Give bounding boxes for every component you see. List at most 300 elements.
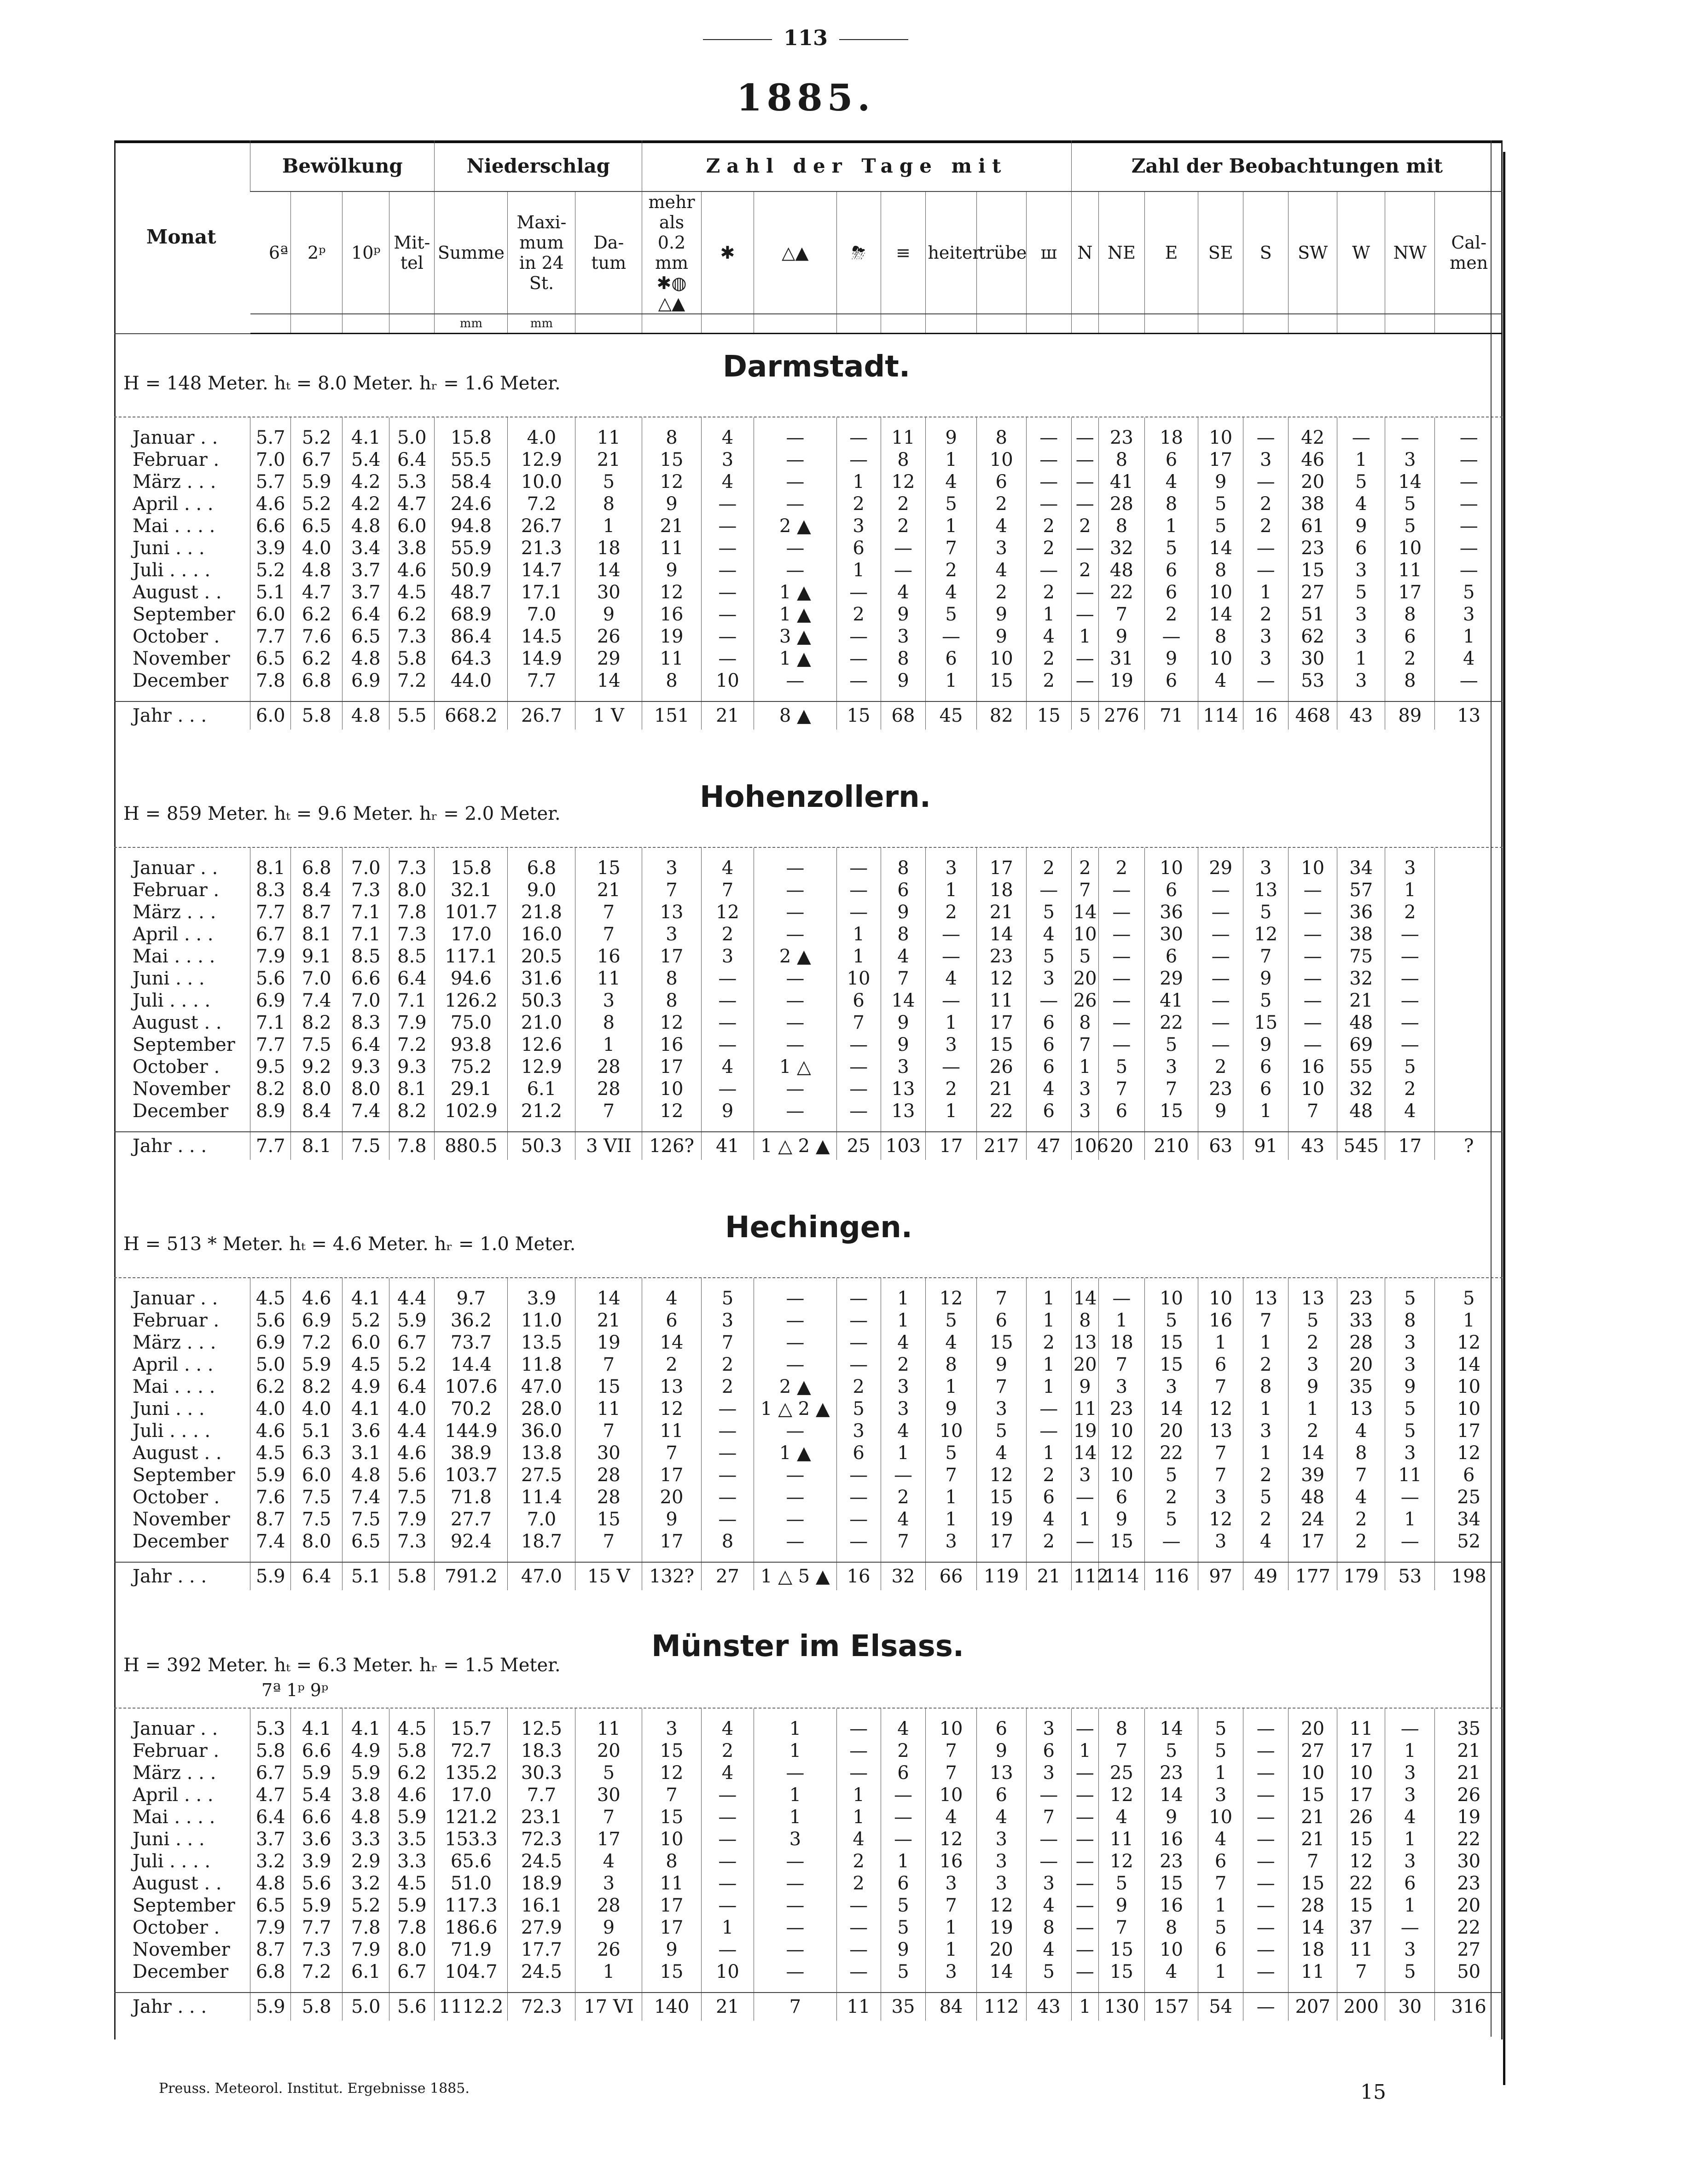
table-cell: 2 <box>1026 648 1071 670</box>
table-cell: 8 <box>881 857 926 879</box>
table-cell: — <box>1289 967 1337 990</box>
table-cell: 3 <box>881 1398 926 1420</box>
month-label: Februar . <box>133 880 220 901</box>
total-cell: 53 <box>1385 1562 1435 1590</box>
table-cell: 7.8 <box>250 670 291 692</box>
table-cell: 24.6 <box>435 493 508 515</box>
table-cell: 2.9 <box>342 1850 389 1872</box>
table-cell: 2 <box>701 1354 754 1376</box>
table-cell: 7.9 <box>250 1917 291 1939</box>
table-cell: 5.4 <box>291 1784 342 1806</box>
total-cell: 5 <box>1071 701 1098 730</box>
unit-empty <box>1243 314 1289 334</box>
month-label: November <box>133 1509 230 1530</box>
table-row <box>114 603 1503 626</box>
table-cell: 30 <box>575 1784 642 1806</box>
table-cell: 28 <box>575 1464 642 1486</box>
table-row <box>114 1718 1503 1740</box>
table-cell: 9.2 <box>291 1056 342 1078</box>
total-cell: 103 <box>881 1132 926 1160</box>
table-cell: 1 <box>836 1784 881 1806</box>
table-cell: 7 <box>926 1464 976 1486</box>
table-cell: 8 <box>926 1354 976 1376</box>
table-cell: 5 <box>1144 1508 1198 1530</box>
table-cell: 7 <box>575 1806 642 1828</box>
table-cell: — <box>701 648 754 670</box>
total-cell: 26.7 <box>508 701 575 730</box>
table-cell: 21 <box>575 449 642 471</box>
table-cell: 14 <box>976 1961 1026 1983</box>
table-cell: 23 <box>1435 1872 1503 1894</box>
total-cell: 15 <box>1026 701 1071 730</box>
table-cell: 9 <box>1098 1508 1144 1530</box>
table-cell: — <box>836 1287 881 1309</box>
subheader-cell: ≡ <box>881 191 926 314</box>
table-cell: 7.5 <box>389 1486 435 1508</box>
table-cell: 10 <box>926 1784 976 1806</box>
table-cell: 7 <box>1098 1354 1144 1376</box>
total-cell: 15 V <box>575 1562 642 1590</box>
spacer-cell <box>435 1983 508 1993</box>
table-cell: 7.3 <box>389 626 435 648</box>
table-cell: 144.9 <box>435 1420 508 1442</box>
total-cell: 5.8 <box>291 701 342 730</box>
table-cell: 6 <box>836 1442 881 1464</box>
table-cell: 1 <box>926 670 976 692</box>
table-row <box>114 537 1503 559</box>
table-cell: 13 <box>976 1762 1026 1784</box>
subheader-cell: SW <box>1289 191 1337 314</box>
spacer-cell <box>508 1278 575 1287</box>
table-cell: 3 <box>1198 1486 1243 1508</box>
table-row <box>114 1806 1503 1828</box>
station-meta: H = 148 Meter. hₜ = 8.0 Meter. hᵣ = 1.6 Meter. <box>123 373 561 394</box>
table-cell: — <box>701 626 754 648</box>
table-cell: 1 <box>1435 626 1503 648</box>
table-cell: — <box>836 1464 881 1486</box>
table-cell: 44.0 <box>435 670 508 692</box>
station-meta: H = 859 Meter. hₜ = 9.6 Meter. hᵣ = 2.0 Meter. <box>123 803 561 824</box>
total-cell: 545 <box>1337 1132 1385 1160</box>
table-cell: 9 <box>1071 1376 1098 1398</box>
table-cell: 14 <box>1071 1442 1098 1464</box>
table-cell: 4.7 <box>250 1784 291 1806</box>
table-row <box>114 1464 1503 1486</box>
table-cell: 6 <box>1098 1486 1144 1508</box>
month-label: Januar . . <box>133 1288 218 1309</box>
table-cell: 6 <box>1144 670 1198 692</box>
table-cell: 6 <box>926 648 976 670</box>
table-cell: 7 <box>1198 1442 1243 1464</box>
table-cell: 16 <box>575 945 642 967</box>
subheader-cell: Maxi-mum in 24 St. <box>508 191 575 314</box>
total-cell: 20 <box>1098 1132 1144 1160</box>
table-cell: 6.5 <box>250 1894 291 1917</box>
table-cell: 10 <box>1144 1287 1198 1309</box>
table-cell: — <box>836 1894 881 1917</box>
table-cell: 6 <box>881 879 926 901</box>
table-cell: — <box>701 967 754 990</box>
spacer-cell <box>1026 1122 1071 1132</box>
table-cell: 42 <box>1289 427 1337 449</box>
table-cell: 7 <box>1098 1740 1144 1762</box>
month-label: Juli . . . . <box>133 990 211 1011</box>
table-cell: 5.4 <box>342 449 389 471</box>
spacer-cell <box>926 1122 976 1132</box>
table-cell: 7.7 <box>250 626 291 648</box>
table-cell: 5.9 <box>389 1806 435 1828</box>
table-row <box>114 1398 1503 1420</box>
table-cell: 10 <box>1198 1287 1243 1309</box>
spacer-cell <box>435 1278 508 1287</box>
table-cell: — <box>836 648 881 670</box>
month-label: November <box>133 1078 230 1100</box>
month-label: April . . . <box>133 493 214 515</box>
table-cell: 8.2 <box>389 1100 435 1122</box>
total-cell: 157 <box>1144 1993 1198 2021</box>
spacer-cell <box>435 692 508 701</box>
table-cell: 1 <box>1026 1309 1071 1332</box>
table-cell: 7.5 <box>342 1508 389 1530</box>
subheader-cell: S <box>1243 191 1289 314</box>
table-cell: 153.3 <box>435 1828 508 1850</box>
table-cell: 4 <box>1098 1806 1144 1828</box>
table-cell: — <box>1385 945 1435 967</box>
table-cell: — <box>754 857 837 879</box>
table-cell: 4.1 <box>342 427 389 449</box>
table-cell: 3 <box>1385 449 1435 471</box>
table-cell: — <box>1071 1828 1098 1850</box>
table-row <box>114 1740 1503 1762</box>
month-label: September <box>133 1895 235 1916</box>
table-cell: 9 <box>881 901 926 923</box>
spacer-cell <box>1144 417 1198 427</box>
table-row <box>114 1486 1503 1508</box>
table-cell: 6 <box>1435 1464 1503 1486</box>
table-cell: 94.8 <box>435 515 508 537</box>
table-cell: — <box>701 581 754 603</box>
table-cell: 2 <box>1026 670 1071 692</box>
table-cell: — <box>701 1398 754 1420</box>
table-cell: 10 <box>642 1078 702 1100</box>
month-label: März . . . <box>133 902 216 923</box>
table-cell: 23 <box>1337 1287 1385 1309</box>
table-cell: 30 <box>1144 923 1198 945</box>
table-cell: 1 <box>926 1939 976 1961</box>
table-cell: 2 <box>976 581 1026 603</box>
table-cell: — <box>1289 923 1337 945</box>
table-cell: — <box>1243 1917 1289 1939</box>
spacer-cell <box>1198 1983 1243 1993</box>
table-cell: 8.1 <box>250 857 291 879</box>
table-cell: 1 <box>926 1012 976 1034</box>
table-cell: — <box>701 1464 754 1486</box>
table-cell: 5 <box>1385 1420 1435 1442</box>
unit-empty <box>1435 314 1503 334</box>
table-cell: 34 <box>1337 857 1385 879</box>
table-cell: 2 <box>836 1872 881 1894</box>
table-cell: — <box>754 471 837 493</box>
table-cell: 7.3 <box>389 1530 435 1553</box>
table-cell: — <box>1435 670 1503 692</box>
table-cell: 2 <box>1385 1078 1435 1100</box>
table-cell: 4.8 <box>250 1872 291 1894</box>
table-cell: 14.9 <box>508 648 575 670</box>
table-cell: 7 <box>1198 1872 1243 1894</box>
table-cell: 21 <box>976 1078 1026 1100</box>
table-cell: 4.1 <box>291 1718 342 1740</box>
table-row <box>114 1354 1503 1376</box>
table-cell: — <box>754 1354 837 1376</box>
spacer-cell <box>435 848 508 857</box>
table-cell: — <box>1098 1287 1144 1309</box>
table-cell: 17 <box>976 1012 1026 1034</box>
table-cell: 14 <box>1144 1718 1198 1740</box>
table-cell: 18 <box>1289 1939 1337 1961</box>
table-cell: 3 <box>754 1828 837 1850</box>
table-cell: 4 <box>701 427 754 449</box>
table-cell: 23.1 <box>508 1806 575 1828</box>
table-cell: — <box>701 1508 754 1530</box>
total-cell: 27 <box>701 1562 754 1590</box>
table-cell: — <box>1243 559 1289 581</box>
table-cell: 6 <box>642 1309 702 1332</box>
table-cell: 29 <box>575 648 642 670</box>
total-cell: 63 <box>1198 1132 1243 1160</box>
spacer-cell <box>114 1983 250 1993</box>
table-cell: 5 <box>1198 515 1243 537</box>
table-cell: 1 <box>881 1287 926 1309</box>
table-cell: — <box>1198 879 1243 901</box>
table-cell: — <box>926 1056 976 1078</box>
table-cell: 14.4 <box>435 1354 508 1376</box>
table-cell: 52 <box>1435 1530 1503 1553</box>
table-cell: 1 <box>575 1034 642 1056</box>
table-cell: — <box>1289 1034 1337 1056</box>
table-cell: 30 <box>575 581 642 603</box>
table-cell: 23 <box>1144 1762 1198 1784</box>
table-cell: 1 <box>926 1376 976 1398</box>
table-cell: 28 <box>575 1078 642 1100</box>
table-cell: 3.9 <box>291 1850 342 1872</box>
table-cell: 23 <box>1098 1398 1144 1420</box>
total-cell: 7.8 <box>389 1132 435 1160</box>
table-row <box>114 648 1503 670</box>
table-cell: — <box>754 1530 837 1553</box>
spacer-cell <box>836 1983 881 1993</box>
table-cell: 18 <box>575 537 642 559</box>
spacer-cell <box>1289 848 1337 857</box>
unit-empty <box>1289 314 1337 334</box>
table-cell: 5 <box>1071 945 1098 967</box>
table-cell: 9 <box>1098 1894 1144 1917</box>
table-cell: — <box>1026 1420 1071 1442</box>
table-cell: — <box>701 1806 754 1828</box>
table-cell: 1 <box>926 1486 976 1508</box>
table-cell: 5 <box>575 1762 642 1784</box>
table-cell: 15 <box>575 857 642 879</box>
spacer-cell <box>1385 1983 1435 1993</box>
spacer-cell <box>836 1553 881 1562</box>
table-row <box>114 1309 1503 1332</box>
table-cell: 15 <box>1289 1872 1337 1894</box>
table-cell: 3 <box>926 1530 976 1553</box>
table-cell: 31 <box>1098 648 1144 670</box>
table-cell: 7 <box>642 879 702 901</box>
table-cell: 7.2 <box>291 1332 342 1354</box>
table-cell: 3 <box>642 923 702 945</box>
station-table <box>114 417 1503 730</box>
spacer-cell <box>508 1122 575 1132</box>
table-cell: 1 <box>1243 1398 1289 1420</box>
table-cell: 15 <box>1098 1530 1144 1553</box>
table-cell: 1 <box>1289 1398 1337 1420</box>
table-cell: 9 <box>1289 1376 1337 1398</box>
table-row <box>114 1332 1503 1354</box>
spacer-cell <box>1385 692 1435 701</box>
table-cell: — <box>1243 1961 1289 1983</box>
table-cell: 6.6 <box>342 967 389 990</box>
table-cell: 3.6 <box>291 1828 342 1850</box>
subheader-cell: Cal-men <box>1435 191 1503 314</box>
table-cell: 1 <box>1385 1828 1435 1850</box>
table-cell: 4 <box>1385 1100 1435 1122</box>
unit-empty <box>389 314 435 334</box>
total-cell: 91 <box>1243 1132 1289 1160</box>
spacer-cell <box>291 848 342 857</box>
year-label: Jahr . . . <box>114 701 250 730</box>
spacer-cell <box>1071 1709 1098 1718</box>
table-cell: — <box>701 603 754 626</box>
spacer-cell <box>701 848 754 857</box>
table-cell: 15 <box>642 1806 702 1828</box>
table-cell: 3.5 <box>389 1828 435 1850</box>
table-cell: 17 <box>642 1917 702 1939</box>
table-cell: 10 <box>926 1420 976 1442</box>
table-cell: 15 <box>575 1508 642 1530</box>
table-cell: 21 <box>1435 1740 1503 1762</box>
table-cell: 38.9 <box>435 1442 508 1464</box>
table-cell: 8.7 <box>250 1508 291 1530</box>
table-cell: 17 <box>642 945 702 967</box>
table-cell: — <box>881 1806 926 1828</box>
table-cell: 3.7 <box>342 581 389 603</box>
table-row <box>114 1828 1503 1850</box>
month-label: März . . . <box>133 1332 216 1353</box>
table-cell: — <box>836 1740 881 1762</box>
table-cell: — <box>881 1784 926 1806</box>
table-cell: 12 <box>642 1100 702 1122</box>
table-cell: — <box>1435 537 1503 559</box>
total-cell: 1112.2 <box>435 1993 508 2021</box>
table-cell: 21 <box>575 879 642 901</box>
month-label: Juni . . . <box>133 1398 205 1419</box>
table-cell: 4.2 <box>342 471 389 493</box>
table-cell: — <box>836 1078 881 1100</box>
table-cell: 8 <box>642 967 702 990</box>
table-cell: 6 <box>1198 1354 1243 1376</box>
table-cell: — <box>836 670 881 692</box>
spacer-cell <box>291 1553 342 1562</box>
table-cell: 1 <box>754 1718 837 1740</box>
table-cell: 2 <box>1026 1530 1071 1553</box>
table-cell: — <box>701 1078 754 1100</box>
table-cell: 5.9 <box>250 1464 291 1486</box>
table-row <box>114 1784 1503 1806</box>
total-cell: 11 <box>836 1993 881 2021</box>
table-cell: — <box>1243 1939 1289 1961</box>
table-cell: — <box>1385 1718 1435 1740</box>
table-cell: 3.2 <box>342 1872 389 1894</box>
total-cell: 97 <box>1198 1562 1243 1590</box>
table-cell: 6 <box>881 1762 926 1784</box>
total-cell: 210 <box>1144 1132 1198 1160</box>
table-cell: 7.8 <box>389 1917 435 1939</box>
total-cell: 5.9 <box>250 1993 291 2021</box>
table-cell: — <box>1435 515 1503 537</box>
spacer-cell <box>435 1122 508 1132</box>
table-cell: — <box>1071 1872 1098 1894</box>
table-cell: — <box>1071 1894 1098 1917</box>
spacer-cell <box>1071 1122 1098 1132</box>
table-cell: 3 <box>1098 1376 1144 1398</box>
table-cell: 5.9 <box>291 471 342 493</box>
spacer-cell <box>976 417 1026 427</box>
spacer-cell <box>836 1709 881 1718</box>
table-cell: 16 <box>926 1850 976 1872</box>
table-cell: — <box>1026 1850 1071 1872</box>
total-cell: 17 <box>926 1132 976 1160</box>
table-cell: 9.3 <box>342 1056 389 1078</box>
subheader-cell: △▲ <box>754 191 837 314</box>
table-cell: 1 <box>1098 1309 1144 1332</box>
table-cell: 5 <box>1026 945 1071 967</box>
table-cell: 22 <box>1435 1828 1503 1850</box>
table-cell: — <box>1198 1012 1243 1034</box>
table-cell: 13 <box>1071 1332 1098 1354</box>
table-cell: — <box>701 493 754 515</box>
unit-empty <box>1385 314 1435 334</box>
table-cell: 55.5 <box>435 449 508 471</box>
table-cell: — <box>754 537 837 559</box>
spacer-cell <box>1198 1553 1243 1562</box>
table-cell: — <box>754 670 837 692</box>
table-cell: 7.9 <box>250 945 291 967</box>
table-cell: — <box>881 537 926 559</box>
table-cell: 7 <box>1098 603 1144 626</box>
table-cell: 4 <box>701 857 754 879</box>
table-cell: 22 <box>976 1100 1026 1122</box>
table-cell: 6 <box>1026 1100 1071 1122</box>
table-cell: 5.3 <box>250 1718 291 1740</box>
table-cell: 7 <box>881 1530 926 1553</box>
total-cell: 880.5 <box>435 1132 508 1160</box>
total-cell: 7.5 <box>342 1132 389 1160</box>
table-cell: 10 <box>701 1961 754 1983</box>
table-cell: 5.2 <box>250 559 291 581</box>
spacer-cell <box>1289 417 1337 427</box>
spacer-cell <box>114 692 250 701</box>
subheader-cell: mehr als 0.2 mm ✱◍ △▲ <box>642 191 702 314</box>
table-cell: 6 <box>976 1784 1026 1806</box>
table-cell: 1 ▲ <box>754 1442 837 1464</box>
table-cell: 86.4 <box>435 626 508 648</box>
unit-empty <box>1198 314 1243 334</box>
table-cell: — <box>1098 990 1144 1012</box>
table-cell: 7.0 <box>508 603 575 626</box>
table-cell: 5 <box>575 471 642 493</box>
table-cell: 23 <box>976 945 1026 967</box>
